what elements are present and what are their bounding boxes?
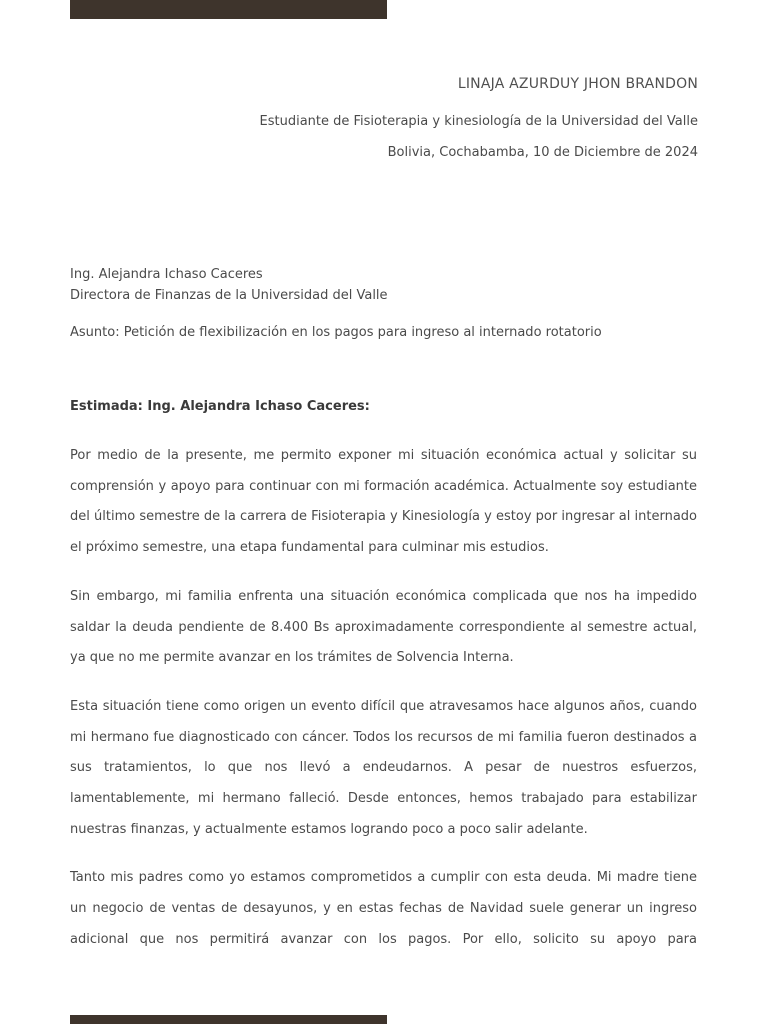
recipient-title: Directora de Finanzas de la Universidad del Valle — [70, 288, 388, 303]
letter-body — [70, 441, 697, 974]
subject-line: Asunto: Petición de flexibilización en los pagos para ingreso al internado rotatorio — [70, 325, 602, 340]
body-paragraph: Esta situación tiene como origen un evento difícil que atravesamos hace algunos años, cuando mi hermano fue diagnosticado con cáncer. Todos los recursos de mi familia fueron destinados a sus tratamientos, lo que nos llevó a endeudarnos. A pesar de nuestros esfuerzos, lamentablemente, mi hermano falleció. Desde entonces, hemos trabajado para estabilizar nuestras finanzas, y actualmente estamos logrando poco a poco salir adelante. — [70, 698, 697, 837]
sender-name: LINAJA AZURDUY JHON BRANDON — [457, 76, 698, 92]
place-date: Bolivia, Cochabamba, 10 de Diciembre de 2024 — [387, 145, 698, 160]
body-paragraph: Por medio de la presente, me permito exponer mi situación económica actual y solicitar su comprensión y apoyo para continuar con mi formación académica. Actualmente soy estudiante del último semestre de la carrera de Fisioterapia y Kinesiología y estoy por ingresar al internado el próximo semestre, una etapa fundamental para culminar mis estudios. — [70, 448, 697, 556]
recipient-name: Ing. Alejandra Ichaso Caceres — [70, 267, 263, 282]
recipient-block — [70, 264, 388, 306]
body-paragraph: Tanto mis padres como yo estamos comprometidos a cumplir con esta deuda. Mi madre tiene un negocio de ventas de desayunos, y en estas fechas de Navidad suele generar un ingreso adicional que nos permitirá avanzar con los pagos. Por ello, solicito su apoyo para — [70, 870, 697, 947]
header-decorative-bar — [70, 0, 387, 19]
salutation: Estimada: Ing. Alejandra Ichaso Caceres: — [70, 399, 370, 414]
footer-decorative-bar — [70, 1015, 387, 1024]
sender-role: Estudiante de Fisioterapia y kinesiología de la Universidad del Valle — [259, 114, 698, 129]
body-paragraph: Sin embargo, mi familia enfrenta una situación económica complicada que nos ha impedido saldar la deuda pendiente de 8.400 Bs aproximadamente correspondiente al semestre actual, ya que no me permite avanzar en los trámites de Solvencia Interna. — [70, 588, 697, 666]
